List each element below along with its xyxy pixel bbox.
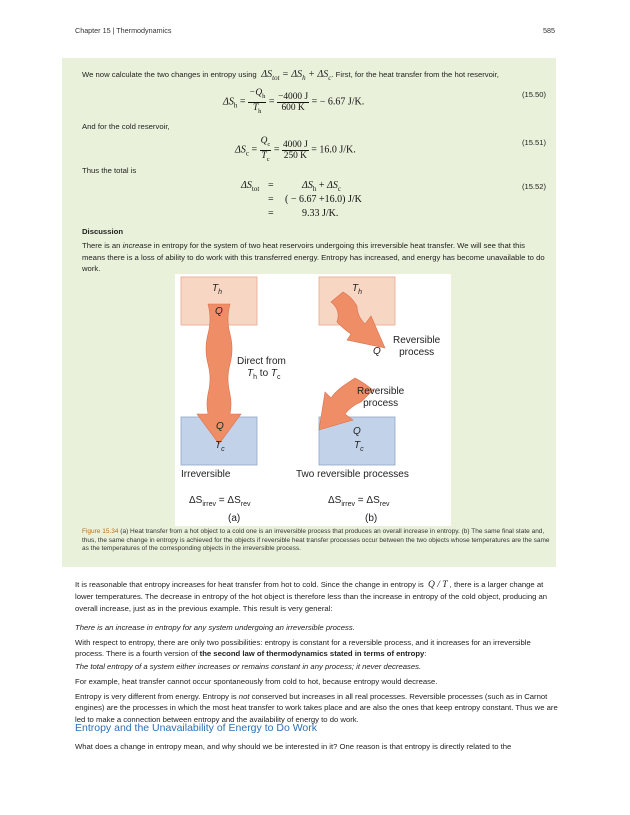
cold-intro: And for the cold reservoir, xyxy=(82,122,170,131)
label-q-bottom-b: Q xyxy=(353,426,361,437)
panel-a-label: (a) xyxy=(228,513,241,524)
panel-b-label: (b) xyxy=(365,513,378,524)
paragraph-2: There is an increase in entropy for any system undergoing an irreversible process. xyxy=(75,623,355,632)
equation-number: (15.51) xyxy=(521,138,546,147)
entropy-equality-b: $\Delta S_{irrev} = \Delta S_{rev}$ xyxy=(328,495,390,508)
example-intro: We now calculate the two changes in entropy using $\Delta S_{tot} = \Delta S_h + \Delta S_c$. First, for the heat transfer from the hot reservoir, xyxy=(82,69,499,82)
paragraph-6: Entropy is very different from energy. Entropy is not conserved but increases in all real processes. Reversible processes (such as in Carnot engines) are the processes in which the most heat transfer to work takes place and are also the ones that keep entropy constant. Thus we are led to make a connection between entropy and the availability of energy to do work. xyxy=(75,692,558,724)
label-tc-b: $T_c$ xyxy=(354,440,364,453)
figure-caption: Figure 15.34 (a) Heat transfer from a hot object to a cold one is an irreversible process that produces an overall increase in entropy. (b) The same final state and, thus, the same change in entropy is achieved for the objects if reversible heat transfer processes occur between the two objects whose temperatures are the same as the temperatures of the corresponding objects in the irreversible process. xyxy=(82,528,550,553)
reversible-label-top: Reversible process xyxy=(393,335,441,358)
paragraph-5: For example, heat transfer cannot occur spontaneously from cold to hot, because entropy would decrease. xyxy=(75,677,438,686)
label-q-bottom-a: Q xyxy=(216,421,224,432)
label-q-top-a: Q xyxy=(215,306,223,317)
entropy-equality-a: $\Delta S_{irrev} = \Delta S_{rev}$ xyxy=(189,495,251,508)
equation-15-50: $\Delta S_h$ = $\frac{-Q_h}{T_h}$ = $\frac{-4000 J}{600 K}$ = − 6.67 J/K. xyxy=(223,88,365,115)
total-intro: Thus the total is xyxy=(82,166,137,175)
discussion-text: There is an increase in entropy for the system of two heat reservoirs undergoing this irreversible heat transfer. We will see that this means there is a loss of ability to do work with this transferred energy. Entropy has increased, and energy has become unavailable to do work. xyxy=(82,241,545,273)
equation-15-52-line2: ( − 6.67 +16.0) J/K xyxy=(285,194,362,205)
two-reversible-label: Two reversible processes xyxy=(296,469,409,480)
paragraph-3: With respect to entropy, there are only two possibilities: entropy is constant for a reversible process, and it increases for an irreversible process. There is a fourth version of the second law of thermodynamics stated in terms of entropy: xyxy=(75,638,531,659)
paragraph-1: It is reasonable that entropy increases for heat transfer from hot to cold. Since the change in entropy is Q / T , there is a larger change at lower temperatures. The decrease in entropy of the hot object is therefore less than the increase in entropy of the cold object, producing an overall increase, just as in the previous example. This result is very general: xyxy=(75,580,548,613)
figure-15-34 xyxy=(175,274,451,526)
equation-15-51: $\Delta S_c$ = $\frac{Q_c}{T_c}$ = $\frac{4000 J}{250 K}$ = 16.0 J/K. xyxy=(235,136,356,163)
label-th-b: $T_h$ xyxy=(352,283,363,296)
chapter-header: Chapter 15 | Thermodynamics xyxy=(75,26,172,35)
label-tc-a: $T_c$ xyxy=(215,440,225,453)
irreversible-label: Irreversible xyxy=(181,469,231,480)
reversible-label-bottom: Reversible process xyxy=(357,386,405,409)
direct-label: Direct from $T_h$ to $T_c$ xyxy=(237,356,286,381)
equation-15-52-line3: 9.33 J/K. xyxy=(302,208,339,219)
equation-number: (15.52) xyxy=(521,182,546,191)
paragraph-4: The total entropy of a system either increases or remains constant in any process; it never decreases. xyxy=(75,662,422,671)
equation-number: (15.50) xyxy=(521,90,546,99)
page-number: 585 xyxy=(543,26,555,35)
discussion-heading: Discussion xyxy=(82,227,124,236)
paragraph-7: What does a change in entropy mean, and why should we be interested in it? One reason is that entropy is directly related to the xyxy=(75,742,512,751)
section-heading: Entropy and the Unavailability of Energy to Do Work xyxy=(75,722,318,734)
label-th-a: $T_h$ xyxy=(212,283,223,296)
equation-15-52-line1: $\Delta S_{tot}$ xyxy=(241,180,260,193)
label-q-top-b: Q xyxy=(373,346,381,357)
